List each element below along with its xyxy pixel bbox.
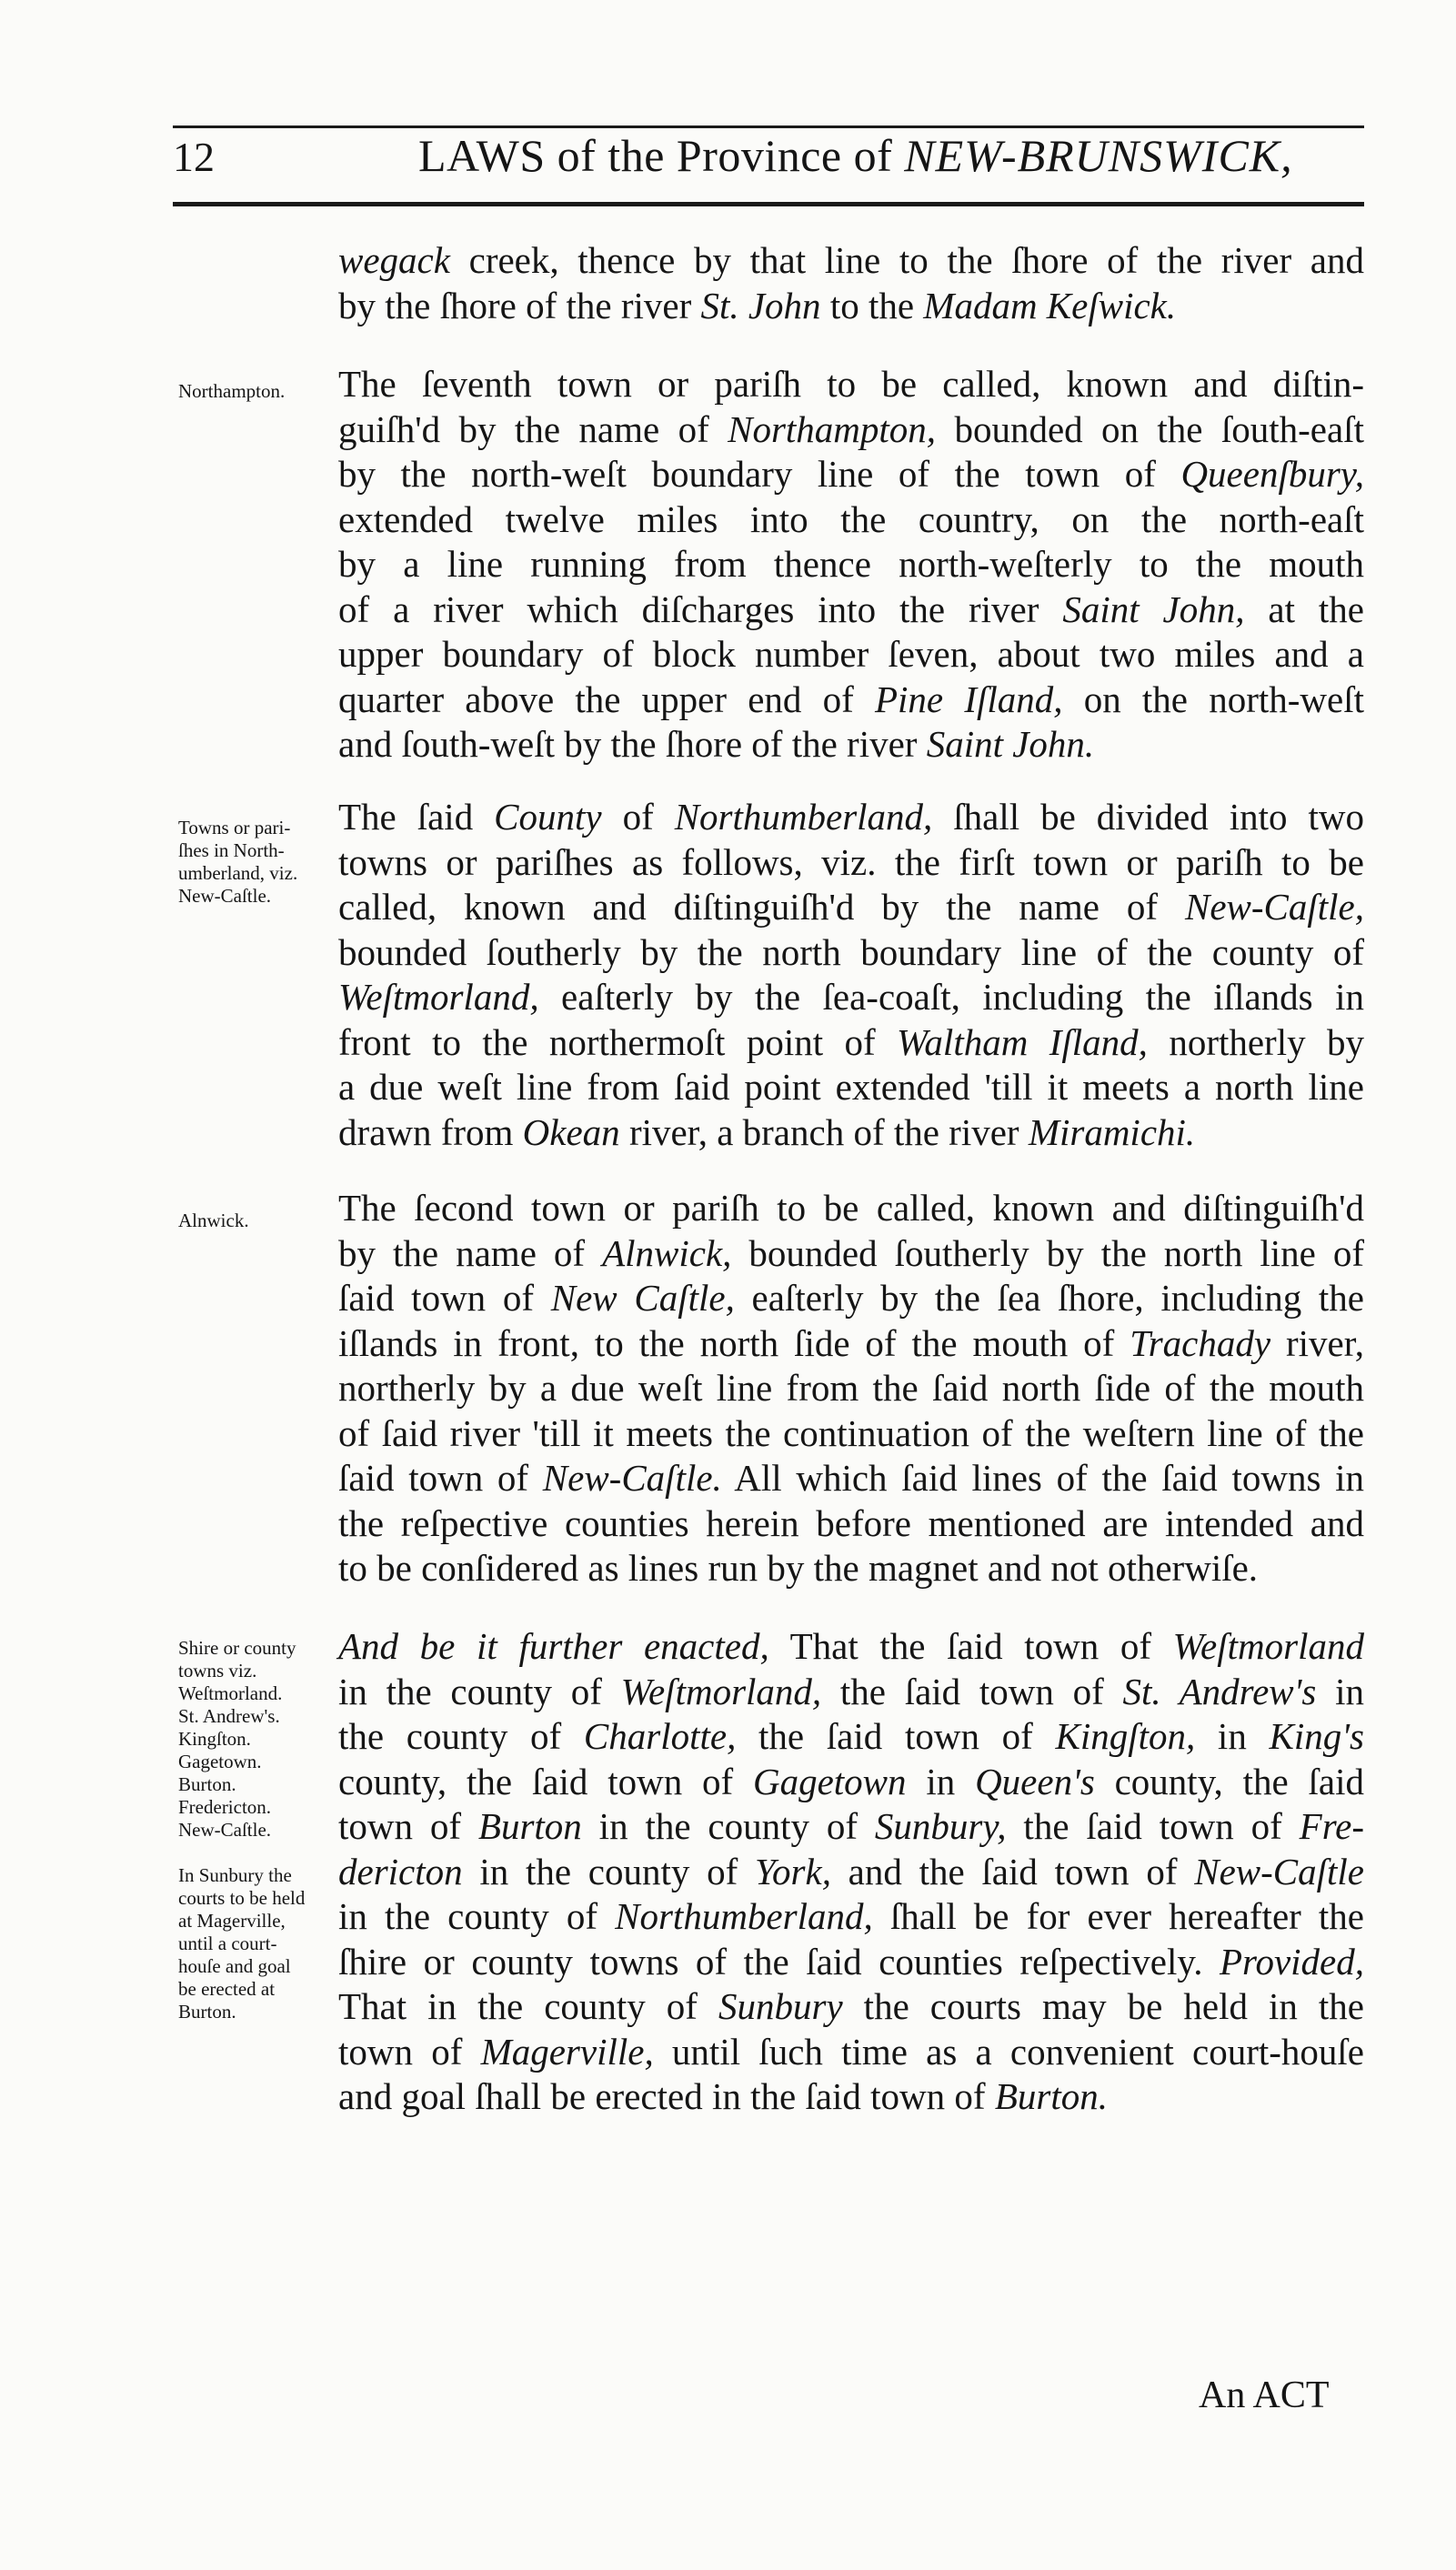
margin-note-line: Towns or pari-: [178, 817, 291, 838]
paragraph-shire-towns: [338, 1624, 1364, 2120]
italic-run: Weſtmorland,: [620, 1670, 822, 1712]
text-line: [338, 885, 1364, 930]
italic-run: Alnwick,: [602, 1231, 732, 1274]
italic-run: Northampton,: [728, 407, 937, 450]
text-run: to be conſidered as lines run by the magnet and not otherwiſe.: [338, 1547, 1259, 1589]
page-number: 12: [173, 134, 215, 180]
text-run: ſhall be divided into two: [932, 796, 1364, 838]
text-run: of a river which diſcharges into the river: [338, 587, 1063, 630]
header-rule-top: [173, 125, 1364, 128]
text-run: the ſaid town of: [1006, 1805, 1300, 1847]
italic-run: dericton: [338, 1850, 463, 1892]
text-run: river,: [1270, 1321, 1364, 1364]
text-run: bounded on the ſouth-eaſt: [936, 407, 1364, 450]
text-run: a due weſt line from ſaid point extended 'till it meets a north line: [338, 1066, 1364, 1108]
italic-run: York,: [755, 1850, 831, 1892]
text-run: at the: [1244, 587, 1364, 630]
text-line: [338, 722, 1364, 768]
text-line: [338, 795, 1364, 840]
text-run: quarter above the upper end of: [338, 678, 875, 720]
text-line: [338, 1456, 1364, 1501]
page-header: [173, 125, 1364, 198]
text-run: That the ſaid town of: [768, 1625, 1173, 1667]
text-run: the ſaid town of: [736, 1715, 1056, 1757]
text-run: That in the county of: [338, 1985, 718, 2027]
text-run: northerly by: [1147, 1020, 1364, 1063]
text-run: of: [601, 796, 675, 838]
margin-note-line: Burton.: [178, 1773, 236, 1795]
text-run: in the county of: [338, 1895, 616, 1937]
paragraph-northampton: [338, 362, 1364, 768]
text-line: [338, 284, 1364, 329]
italic-run: Madam Keſwick.: [923, 284, 1177, 326]
margin-note-line: at Magerville,: [178, 1910, 286, 1932]
margin-note-line: Fredericton.: [178, 1796, 272, 1818]
italic-run: New-Caſtle: [1194, 1850, 1364, 1892]
margin-note-line: New-Caſtle.: [178, 885, 272, 907]
text-line: [338, 1366, 1364, 1411]
text-line: [338, 678, 1364, 723]
text-run: upper boundary of block number ſeven, about two miles and a: [338, 633, 1364, 675]
header-rule-bottom: [173, 202, 1364, 206]
text-run: county, the ſaid: [1094, 1760, 1364, 1802]
italic-run: Saint John,: [1062, 587, 1245, 630]
text-run: northerly by a due weſt line from the ſaid north ſide of the mouth: [338, 1367, 1364, 1409]
margin-note-northampton: [178, 380, 342, 403]
margin-note-line: In Sunbury the: [178, 1864, 292, 1886]
margin-note-line: houſe and goal: [178, 1955, 291, 1977]
text-run: front to the northermoſt point of: [338, 1020, 898, 1063]
text-line: [338, 1804, 1364, 1850]
text-run: drawn from: [338, 1110, 523, 1153]
margin-note-shire-towns: [178, 1637, 342, 2023]
margin-note-line: Alnwick.: [178, 1210, 249, 1231]
italic-run: Waltham Iſland,: [897, 1020, 1148, 1063]
text-run: to the: [820, 284, 924, 326]
text-run: eaſterly by the ſea-coaſt, including the iſlands in: [538, 976, 1364, 1018]
italic-run: Miramichi.: [1028, 1110, 1196, 1153]
text-run: on the north-weſt: [1062, 678, 1364, 720]
text-line: [338, 1501, 1364, 1547]
italic-run: Pine Iſland,: [874, 678, 1063, 720]
text-run: The ſaid: [338, 796, 495, 838]
text-run: county, the ſaid town of: [338, 1760, 753, 1802]
text-line: [338, 1231, 1364, 1277]
text-run: by the ſhore of the river: [338, 284, 701, 326]
text-line: [338, 975, 1364, 1020]
text-run: ſaid town of: [338, 1457, 543, 1499]
text-run: All which ſaid lines of the ſaid towns in: [721, 1457, 1365, 1499]
margin-note-line: Northampton.: [178, 380, 286, 402]
paragraph-alnwick: [338, 1186, 1364, 1591]
text-run: ſhire or county towns of the ſaid counties reſpectively.: [338, 1940, 1220, 1983]
text-run: iſlands in front, to the north ſide of the mouth of: [338, 1321, 1130, 1364]
italic-run: Kingſton,: [1055, 1715, 1196, 1757]
margin-note-line: Weſtmorland.: [178, 1682, 283, 1704]
margin-note-line: New-Caſtle.: [178, 1819, 272, 1841]
margin-note-line: umberland, viz.: [178, 862, 298, 884]
text-line: [338, 1984, 1364, 2030]
italic-run: Northumberland,: [674, 796, 933, 838]
text-line: [338, 2030, 1364, 2075]
italic-run: Queenſbury,: [1180, 453, 1364, 495]
paragraph-continuation: [338, 238, 1364, 328]
text-run: by a line running from thence north-weſterly to the mouth: [338, 543, 1364, 585]
text-run: in the county of: [462, 1850, 755, 1892]
text-line: [338, 452, 1364, 497]
text-line: [338, 1760, 1364, 1805]
text-run: town of: [338, 2030, 481, 2073]
italic-run: wegack: [338, 239, 450, 281]
text-line: [338, 1110, 1364, 1156]
margin-note-northumberland: [178, 817, 342, 908]
italic-run: St. Andrew's: [1122, 1670, 1317, 1712]
text-run: bounded ſoutherly by the north boundary line of the county of: [338, 930, 1364, 973]
text-line: [338, 1894, 1364, 1940]
margin-note-line: ſhes in North-: [178, 839, 285, 861]
margin-note-line: until a court-: [178, 1933, 277, 1954]
italic-run: Weſtmorland: [1172, 1625, 1364, 1667]
italic-run: New-Caſtle,: [1184, 886, 1364, 928]
margin-note-alnwick: [178, 1210, 342, 1232]
italic-run: Trachady: [1130, 1321, 1271, 1364]
text-line: [338, 1065, 1364, 1110]
italic-run: Gagetown: [752, 1760, 907, 1802]
margin-note-line: Shire or county: [178, 1637, 296, 1659]
text-run: the courts may be held in the: [842, 1985, 1364, 2027]
text-line: [338, 362, 1364, 407]
text-run: the ſaid town of: [821, 1670, 1123, 1712]
text-line: [338, 1411, 1364, 1457]
italic-run: Sunbury: [718, 1985, 843, 2027]
text-run: in the county of: [338, 1670, 621, 1712]
italic-run: Saint John.: [926, 723, 1095, 765]
text-run: and goal ſhall be erected in the ſaid town of: [338, 2075, 995, 2117]
text-line: [338, 238, 1364, 284]
text-run: towns or pariſhes as follows, viz. the firſt town or pariſh to be: [338, 840, 1364, 883]
text-line: [338, 1850, 1364, 1895]
text-line: [338, 587, 1364, 633]
text-run: the reſpective counties herein before mentioned are intended and: [338, 1501, 1364, 1544]
italic-run: Northumberland,: [615, 1895, 873, 1937]
text-line: [338, 542, 1364, 587]
text-run: river, a branch of the river: [619, 1110, 1029, 1153]
text-line: [338, 1546, 1364, 1591]
text-run: ſaid town of: [338, 1277, 551, 1319]
text-run: The ſeventh town or pariſh to be called, known and diſtin-: [338, 363, 1364, 405]
text-run: extended twelve miles into the country, on the north-eaſt: [338, 497, 1364, 540]
italic-run: Weſtmorland,: [338, 976, 539, 1018]
catchword: An ACT: [1199, 2374, 1330, 2416]
text-run: and ſouth-weſt by the ſhore of the river: [338, 723, 927, 765]
italic-run: Burton.: [994, 2075, 1108, 2117]
italic-run: Burton: [477, 1805, 582, 1847]
italic-run: Fre-: [1299, 1805, 1364, 1847]
text-run: The ſecond town or pariſh to be called, known and diſtinguiſh'd: [338, 1187, 1364, 1229]
text-line: [338, 1020, 1364, 1066]
margin-note-line: Gagetown.: [178, 1751, 262, 1772]
running-title-province: NEW-BRUNSWICK,: [904, 130, 1293, 181]
margin-note-line: towns viz.: [178, 1660, 257, 1682]
margin-note-line: Burton.: [178, 2001, 236, 2023]
italic-run: Provided,: [1219, 1940, 1364, 1983]
text-run: called, known and diſtinguiſh'd by the name of: [338, 886, 1185, 928]
text-run: bounded ſoutherly by the north line of: [731, 1231, 1365, 1274]
text-run: ſhall be for ever hereafter the: [872, 1895, 1364, 1937]
text-run: creek, thence by that line to the ſhore of the river and: [449, 239, 1364, 281]
margin-note-line: be erected at: [178, 1978, 276, 2000]
margin-note-line: Kingſton.: [178, 1728, 251, 1750]
italic-run: And be it further enacted,: [338, 1625, 769, 1667]
running-title-prefix: LAWS of the Province of: [418, 130, 905, 181]
text-run: in: [1195, 1715, 1270, 1757]
text-line: [338, 1670, 1364, 1715]
italic-run: St. John: [700, 284, 821, 326]
text-run: of ſaid river 'till it meets the continuation of the weſtern line of the: [338, 1411, 1364, 1454]
text-line: [338, 1321, 1364, 1367]
paragraph-newcastle: [338, 795, 1364, 1155]
text-run: until ſuch time as a convenient court-houſe: [653, 2030, 1364, 2073]
margin-note-line: courts to be held: [178, 1887, 306, 1909]
text-run: in: [906, 1760, 976, 1802]
italic-run: County: [494, 796, 602, 838]
text-run: town of: [338, 1805, 478, 1847]
text-line: [338, 1940, 1364, 1985]
margin-note-line: [178, 1842, 342, 1864]
italic-run: Magerville,: [480, 2030, 654, 2073]
text-run: in the county of: [581, 1805, 875, 1847]
italic-run: Queen's: [975, 1760, 1095, 1802]
text-line: [338, 1186, 1364, 1231]
text-line: [338, 840, 1364, 886]
text-run: by the north-weſt boundary line of the town of: [338, 453, 1181, 495]
text-line: [338, 1276, 1364, 1321]
italic-run: Okean: [522, 1110, 620, 1153]
text-line: [338, 1624, 1364, 1670]
text-run: and the ſaid town of: [830, 1850, 1195, 1892]
text-run: guiſh'd by the name of: [338, 407, 728, 450]
text-run: the county of: [338, 1715, 584, 1757]
running-title: [418, 129, 1293, 182]
text-line: [338, 2074, 1364, 2120]
text-run: by the name of: [338, 1231, 603, 1274]
text-line: [338, 1714, 1364, 1760]
text-line: [338, 632, 1364, 678]
margin-note-line: St. Andrew's.: [178, 1705, 280, 1727]
italic-run: New-Caſtle.: [542, 1457, 722, 1499]
italic-run: Charlotte,: [583, 1715, 737, 1757]
text-line: [338, 497, 1364, 543]
italic-run: New Caſtle,: [550, 1277, 735, 1319]
text-line: [338, 930, 1364, 976]
text-line: [338, 407, 1364, 453]
italic-run: King's: [1269, 1715, 1364, 1757]
text-run: eaſterly by the ſea ſhore, including the: [734, 1277, 1365, 1319]
text-run: in: [1316, 1670, 1364, 1712]
italic-run: Sunbury,: [874, 1805, 1007, 1847]
